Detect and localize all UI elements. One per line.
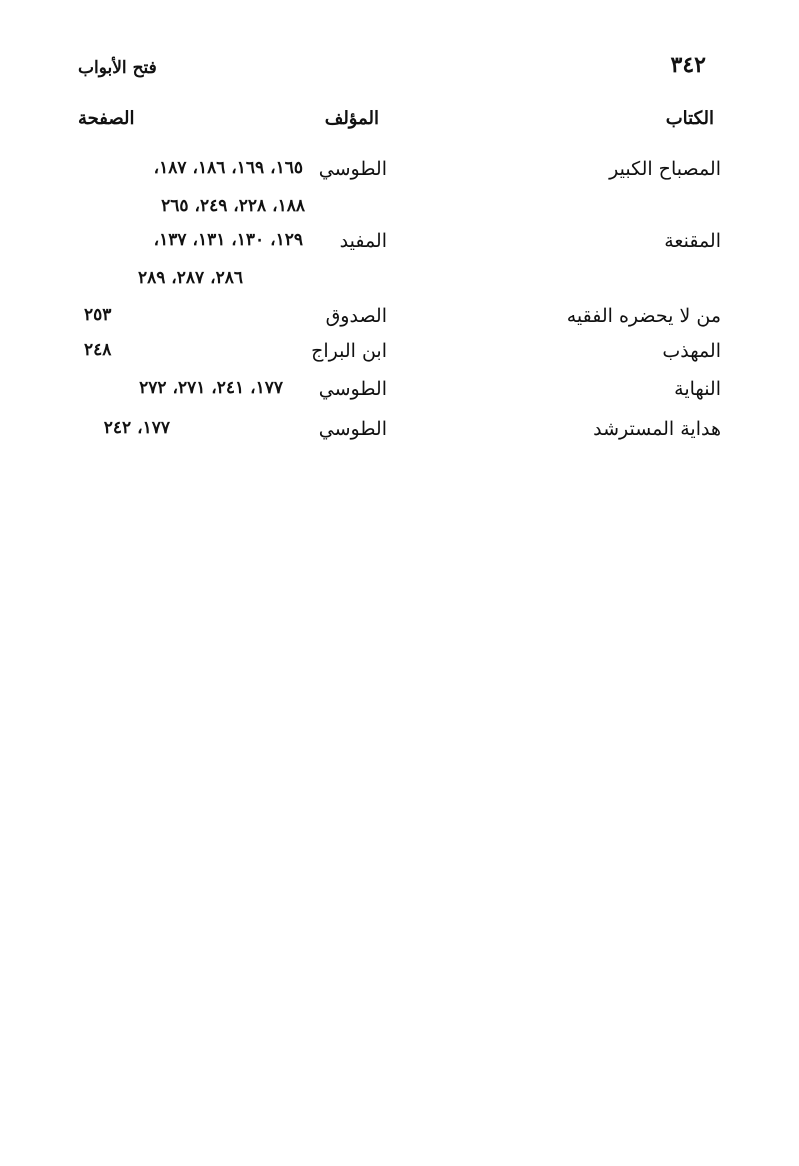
column-header-page: الصفحة — [78, 108, 135, 129]
page-references: ٢٥٣ — [84, 305, 112, 325]
author-name: الطوسي — [318, 158, 387, 180]
page-references: ١٢٩، ١٣٠، ١٣١، ١٣٧، — [153, 230, 303, 250]
page-references: ١٧٧، ٢٤٢ — [103, 418, 170, 438]
table-row — [0, 418, 799, 458]
table-row — [0, 158, 799, 216]
column-header-author: المؤلف — [324, 108, 379, 129]
page-references-continued: ١٨٨، ٢٢٨، ٢٤٩، ٢٦٥ — [161, 196, 305, 216]
author-name: ابن البراج — [311, 340, 387, 362]
author-name: الصدوق — [325, 305, 387, 327]
page-references-continued: ٢٨٦، ٢٨٧، ٢٨٩ — [137, 268, 243, 288]
book-title: المصباح الكبير — [609, 158, 721, 180]
page-references: ٢٤٨ — [84, 340, 112, 360]
author-name: المفيد — [339, 230, 387, 252]
page-references: ١٦٥، ١٦٩، ١٨٦، ١٨٧، — [153, 158, 303, 178]
page-references: ١٧٧، ٢٤١، ٢٧١، ٢٧٢ — [139, 378, 283, 398]
book-title: هداية المسترشد — [593, 418, 721, 440]
table-row — [0, 230, 799, 288]
book-title: من لا يحضره الفقيه — [566, 305, 721, 327]
author-name: الطوسي — [318, 378, 387, 400]
author-name: الطوسي — [318, 418, 387, 440]
column-header-book: الكتاب — [665, 108, 714, 129]
book-title: النهاية — [674, 378, 721, 400]
running-title: فتح الأبواب — [78, 58, 157, 78]
book-title: المقنعة — [664, 230, 721, 252]
book-title: المهذب — [662, 340, 721, 362]
page-number: ٣٤٢ — [670, 52, 706, 78]
